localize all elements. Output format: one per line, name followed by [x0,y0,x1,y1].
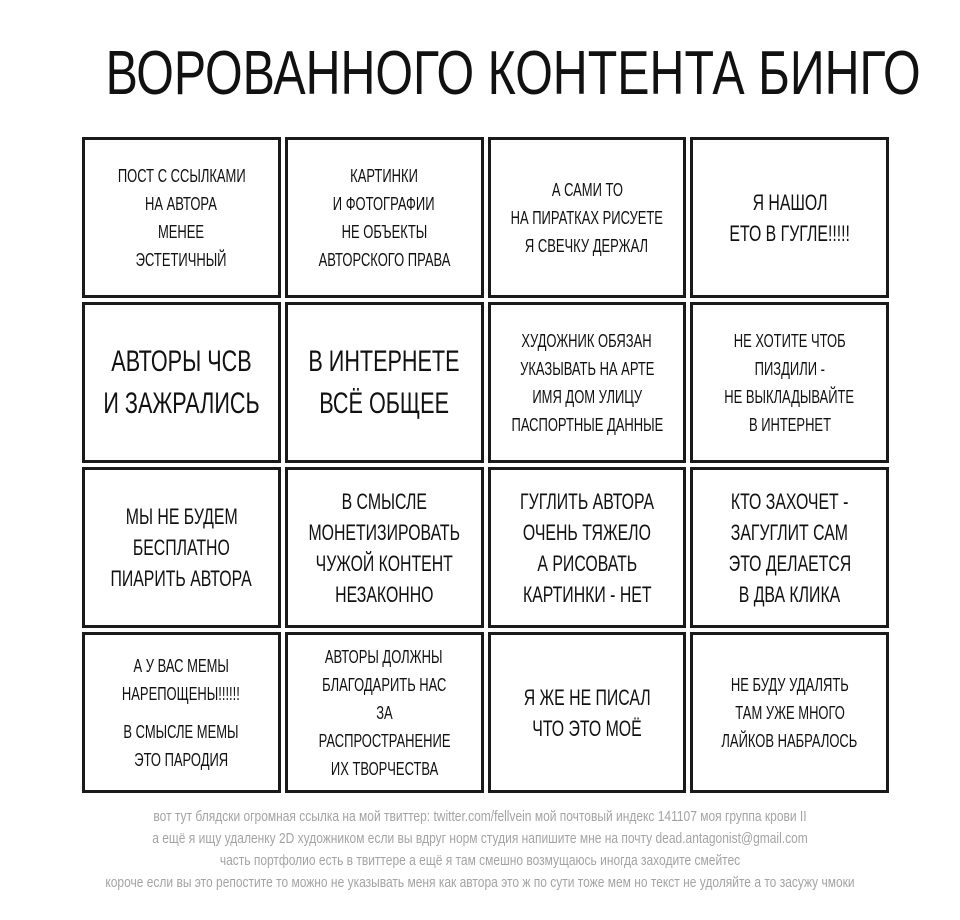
cell-text-line: В ДВА КЛИКА [738,581,841,607]
cell-text-line: ПАСПОРТНЫЕ ДАННЫЕ [511,414,663,435]
cell-text-line: ИХ ТВОРЧЕСТВА [330,758,438,779]
cell-text-line: НЕ ВЫКЛАДЫВАЙТЕ [724,386,855,407]
bingo-cell-2[interactable] [285,137,484,298]
cell-text-line: ЗА [375,702,393,723]
bingo-cell-4[interactable] [690,137,889,298]
footer-line: вот тут блядски огромная ссылка на мой твиттер: twitter.com/fellvein мой почтовый индекс 141107 моя группа крови II [153,808,807,825]
cell-text-line: КАРТИНКИ - НЕТ [522,581,652,607]
cell-text-line: ГУГЛИТЬ АВТОРА [519,488,654,514]
cell-text-line: А У ВАС МЕМЫ [133,655,230,676]
cell-text-line: ЛАЙКОВ НАБРАЛОСЬ [721,730,858,751]
cell-text-line: ИМЯ ДОМ УЛИЦУ [531,386,642,407]
cell-text-line: А РИСОВАТЬ [536,550,637,576]
cell-text-line: ЧУЖОЙ КОНТЕНТ [315,550,453,576]
cell-text-line: ХУДОЖНИК ОБЯЗАН [521,330,653,351]
cell-text-line: ЧТО ЭТО МОЁ [532,715,642,741]
cell-text-line: ВСЁ ОБЩЕЕ [319,386,450,420]
bingo-cell-13[interactable] [82,632,281,793]
footer-line: а ещё я ищу удаленку 2D художником если вы вдруг норм студия напишите мне на почту dead.antagonist@gmail.com [152,830,808,847]
cell-text-line: ТАМ УЖЕ МНОГО [734,702,845,723]
cell-text-line: В ИНТЕРНЕТЕ [308,344,460,378]
cell-text-line: ПИАРИТЬ АВТОРА [110,566,252,591]
cell-text-line: А САМИ ТО [551,179,623,200]
cell-text-line: В СМЫСЛЕ МЕМЫ [123,721,239,742]
cell-text-line: Я СВЕЧКУ ДЕРЖАЛ [525,235,649,256]
cell-text-line: НЕЗАКОННО [334,581,434,607]
bingo-cell-1[interactable] [82,137,281,298]
cell-text-line: ПИЗДИЛИ - [754,358,825,379]
cell-text-line: НА АВТОРА [145,193,218,214]
cell-text-line: АВТОРСКОГО ПРАВА [318,249,450,270]
bingo-board [82,137,889,793]
bingo-cell-5[interactable] [82,302,281,463]
cell-text-line: ЗАГУГЛИТ САМ [731,519,849,545]
cell-text-line: В ИНТЕРНЕТ [748,414,831,435]
bingo-cell-12[interactable] [690,467,889,628]
cell-text-line: АВТОРЫ ДОЛЖНЫ [325,646,443,667]
footer-note [0,806,960,894]
cell-text-line: И ФОТОГРАФИИ [333,193,435,214]
bingo-cell-15[interactable] [488,632,687,793]
cell-text-line: Я ЖЕ НЕ ПИСАЛ [523,684,651,710]
cell-text-line: ЕТО В ГУГЛЕ!!!!! [729,220,850,246]
bingo-cell-14[interactable] [285,632,484,793]
bingo-cell-16[interactable] [690,632,889,793]
cell-text-line: РАСПРОСТРАНЕНИЕ [318,730,451,751]
cell-text-line: И ЗАЖРАЛИСЬ [103,386,260,420]
cell-text-line: ЭТО ПАРОДИЯ [134,749,229,770]
cell-text-line: Я НАШОЛ [752,189,828,215]
page-title: ВОРОВАННОГО КОНТЕНТА БИНГО [105,39,921,108]
cell-text-line: ОЧЕНЬ ТЯЖЕЛО [522,519,651,545]
cell-text-line: ЭТО ДЕЛАЕТСЯ [728,550,851,576]
bingo-cell-6[interactable] [285,302,484,463]
footer-line: короче если вы это репостите то можно не указывать меня как автора это ж по сути тоже мем но текст не удоляйте а то засужу чмоки [105,874,855,891]
cell-text-line: ПОСТ С ССЫЛКАМИ [117,165,246,186]
cell-text-line: НЕ ХОТИТЕ ЧТОБ [733,330,846,351]
cell-text-line: БЛАГОДАРИТЬ НАС [322,674,447,695]
cell-text-line: В СМЫСЛЕ [341,488,427,514]
cell-text-line: МЫ НЕ БУДЕМ [125,504,238,529]
bingo-cell-3[interactable] [488,137,687,298]
bingo-cell-10[interactable] [285,467,484,628]
cell-text-line: АВТОРЫ ЧСВ [111,344,252,378]
cell-text-line: НА ПИРАТКАХ РИСУЕТЕ [510,207,664,228]
cell-text-line: МОНЕТИЗИРОВАТЬ [308,519,460,545]
cell-text-line: КАРТИНКИ [350,165,418,186]
cell-text-line: КТО ЗАХОЧЕТ - [730,488,849,514]
cell-text-line: НАРЕПОЩЕНЫ!!!!!! [122,683,241,704]
bingo-cell-8[interactable] [690,302,889,463]
cell-text-line: БЕСПЛАТНО [132,535,230,560]
bingo-cell-11[interactable] [488,467,687,628]
cell-text-line: УКАЗЫВАТЬ НА АРТЕ [519,358,655,379]
cell-text-line: НЕ ОБЪЕКТЫ [341,221,427,242]
cell-text-line: МЕНЕЕ [158,221,205,242]
cell-text-line: НЕ БУДУ УДАЛЯТЬ [730,674,849,695]
footer-line: часть портфолио есть в твиттере а ещё я там смешно возмущаюсь иногда заходите смейтес [219,852,741,869]
cell-text-line: ЭСТЕТИЧНЫЙ [135,249,227,270]
bingo-cell-7[interactable] [488,302,687,463]
bingo-cell-9[interactable] [82,467,281,628]
